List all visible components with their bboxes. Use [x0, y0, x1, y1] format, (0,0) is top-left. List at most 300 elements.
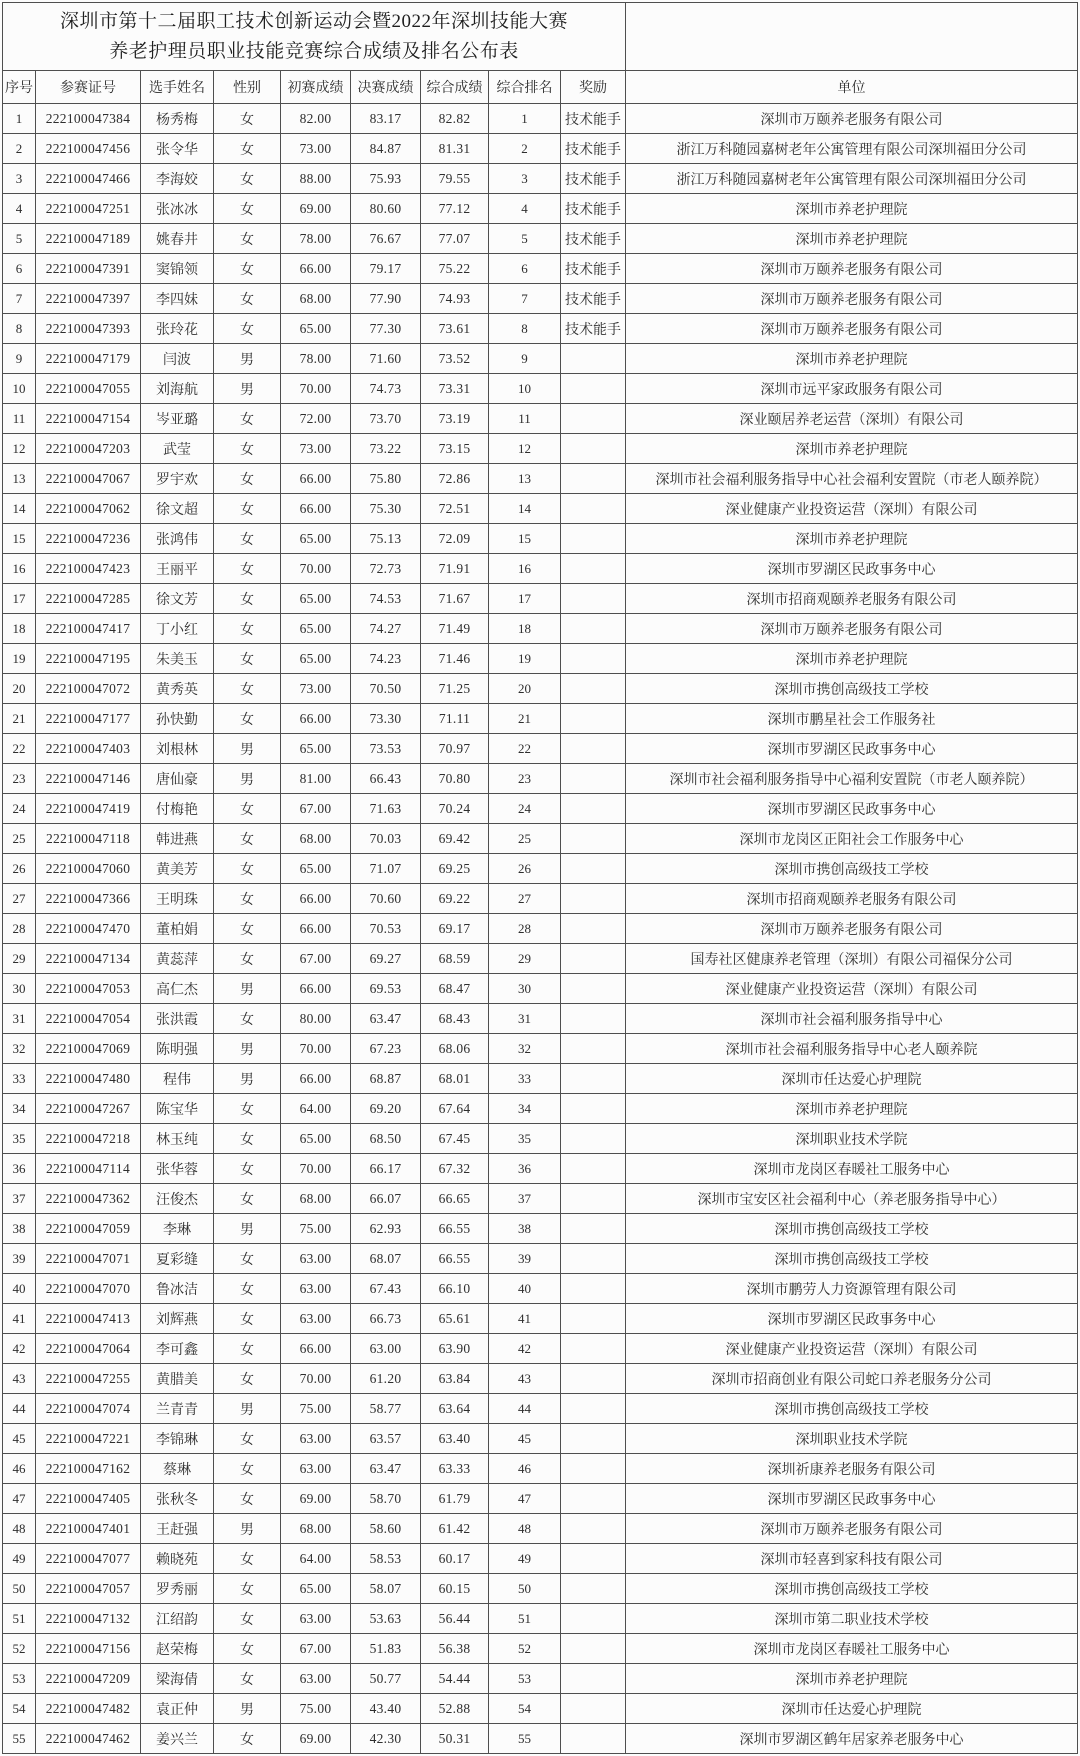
cell-overall-score: 71.67 — [421, 584, 489, 614]
cell-name: 黄腊美 — [141, 1364, 214, 1394]
cell-gender: 女 — [214, 914, 281, 944]
cell-overall-score: 66.10 — [421, 1274, 489, 1304]
cell-organization: 深圳市携创高级技工学校 — [626, 854, 1078, 884]
cell-overall-score: 68.06 — [421, 1034, 489, 1064]
cell-organization: 深圳市社会福利服务指导中心社会福利安置院（市老人颐养院） — [626, 464, 1078, 494]
cell-gender: 男 — [214, 764, 281, 794]
cell-overall-rank: 20 — [489, 674, 561, 704]
cell-final-score: 77.90 — [351, 284, 421, 314]
cell-index: 37 — [3, 1184, 36, 1214]
cell-organization: 深圳祈康养老服务有限公司 — [626, 1454, 1078, 1484]
cell-organization: 深圳市养老护理院 — [626, 1094, 1078, 1124]
cell-gender: 女 — [214, 944, 281, 974]
cell-preliminary-score: 88.00 — [281, 164, 351, 194]
table-row — [3, 1094, 1078, 1124]
cell-organization: 深圳市携创高级技工学校 — [626, 1574, 1078, 1604]
cell-preliminary-score: 65.00 — [281, 854, 351, 884]
cell-entry-id: 222100047132 — [36, 1604, 141, 1634]
cell-gender: 女 — [214, 134, 281, 164]
cell-overall-rank: 51 — [489, 1604, 561, 1634]
cell-overall-score: 72.86 — [421, 464, 489, 494]
cell-overall-score: 70.97 — [421, 734, 489, 764]
table-row — [3, 374, 1078, 404]
cell-entry-id: 222100047482 — [36, 1694, 141, 1724]
table-row — [3, 194, 1078, 224]
table-row — [3, 1454, 1078, 1484]
cell-entry-id: 222100047462 — [36, 1724, 141, 1754]
cell-overall-score: 71.11 — [421, 704, 489, 734]
cell-award — [561, 494, 626, 524]
cell-award — [561, 1124, 626, 1154]
table-row — [3, 1304, 1078, 1334]
cell-name: 韩进燕 — [141, 824, 214, 854]
cell-entry-id: 222100047466 — [36, 164, 141, 194]
cell-overall-score: 66.55 — [421, 1244, 489, 1274]
cell-overall-rank: 39 — [489, 1244, 561, 1274]
cell-organization: 深圳市轻喜到家科技有限公司 — [626, 1544, 1078, 1574]
cell-organization: 深圳市万颐养老服务有限公司 — [626, 614, 1078, 644]
cell-overall-score: 67.45 — [421, 1124, 489, 1154]
table-row — [3, 494, 1078, 524]
cell-final-score: 76.67 — [351, 224, 421, 254]
cell-award — [561, 1094, 626, 1124]
table-row — [3, 824, 1078, 854]
table-row — [3, 794, 1078, 824]
cell-organization: 深圳市万颐养老服务有限公司 — [626, 914, 1078, 944]
cell-gender: 女 — [214, 434, 281, 464]
cell-organization: 深圳市鹏星社会工作服务社 — [626, 704, 1078, 734]
cell-name: 刘根林 — [141, 734, 214, 764]
cell-final-score: 74.73 — [351, 374, 421, 404]
cell-gender: 女 — [214, 254, 281, 284]
cell-final-score: 69.20 — [351, 1094, 421, 1124]
cell-gender: 男 — [214, 1064, 281, 1094]
cell-preliminary-score: 66.00 — [281, 254, 351, 284]
cell-organization: 深圳市罗湖区民政事务中心 — [626, 794, 1078, 824]
table-row — [3, 914, 1078, 944]
cell-name: 梁海倩 — [141, 1664, 214, 1694]
cell-name: 黄蕊萍 — [141, 944, 214, 974]
cell-preliminary-score: 63.00 — [281, 1274, 351, 1304]
cell-final-score: 58.60 — [351, 1514, 421, 1544]
cell-preliminary-score: 68.00 — [281, 284, 351, 314]
table-row — [3, 1724, 1078, 1754]
table-row — [3, 1424, 1078, 1454]
cell-index: 33 — [3, 1064, 36, 1094]
cell-name: 陈宝华 — [141, 1094, 214, 1124]
cell-overall-rank: 6 — [489, 254, 561, 284]
cell-final-score: 77.30 — [351, 314, 421, 344]
cell-overall-rank: 7 — [489, 284, 561, 314]
cell-entry-id: 222100047384 — [36, 104, 141, 134]
cell-index: 34 — [3, 1094, 36, 1124]
table-row — [3, 1394, 1078, 1424]
cell-award — [561, 674, 626, 704]
cell-index: 36 — [3, 1154, 36, 1184]
cell-overall-score: 56.38 — [421, 1634, 489, 1664]
cell-name: 蔡琳 — [141, 1454, 214, 1484]
cell-preliminary-score: 80.00 — [281, 1004, 351, 1034]
cell-organization: 深圳市养老护理院 — [626, 524, 1078, 554]
cell-organization: 深业健康产业投资运营（深圳）有限公司 — [626, 974, 1078, 1004]
cell-organization: 浙江万科随园嘉树老年公寓管理有限公司深圳福田分公司 — [626, 164, 1078, 194]
cell-award — [561, 464, 626, 494]
cell-index: 39 — [3, 1244, 36, 1274]
table-row — [3, 644, 1078, 674]
cell-gender: 女 — [214, 1604, 281, 1634]
cell-final-score: 69.53 — [351, 974, 421, 1004]
cell-organization: 深圳市携创高级技工学校 — [626, 1214, 1078, 1244]
cell-gender: 女 — [214, 1574, 281, 1604]
cell-award: 技术能手 — [561, 134, 626, 164]
cell-index: 55 — [3, 1724, 36, 1754]
cell-index: 51 — [3, 1604, 36, 1634]
table-row — [3, 1694, 1078, 1724]
cell-index: 16 — [3, 554, 36, 584]
cell-index: 8 — [3, 314, 36, 344]
cell-overall-score: 54.44 — [421, 1664, 489, 1694]
cell-award — [561, 1274, 626, 1304]
cell-organization: 深圳市龙岗区春暖社工服务中心 — [626, 1634, 1078, 1664]
cell-preliminary-score: 67.00 — [281, 1634, 351, 1664]
cell-final-score: 63.00 — [351, 1334, 421, 1364]
cell-preliminary-score: 70.00 — [281, 1034, 351, 1064]
cell-overall-rank: 25 — [489, 824, 561, 854]
cell-preliminary-score: 66.00 — [281, 704, 351, 734]
cell-entry-id: 222100047251 — [36, 194, 141, 224]
cell-entry-id: 222100047419 — [36, 794, 141, 824]
cell-final-score: 70.03 — [351, 824, 421, 854]
cell-index: 10 — [3, 374, 36, 404]
table-row — [3, 134, 1078, 164]
cell-entry-id: 222100047070 — [36, 1274, 141, 1304]
cell-entry-id: 222100047480 — [36, 1064, 141, 1094]
col-header-index: 序号 — [3, 71, 36, 104]
cell-entry-id: 222100047053 — [36, 974, 141, 1004]
cell-index: 26 — [3, 854, 36, 884]
cell-index: 41 — [3, 1304, 36, 1334]
cell-overall-rank: 35 — [489, 1124, 561, 1154]
col-header-award: 奖励 — [561, 71, 626, 104]
table-row — [3, 1574, 1078, 1604]
cell-name: 徐文超 — [141, 494, 214, 524]
cell-final-score: 66.73 — [351, 1304, 421, 1334]
cell-gender: 女 — [214, 314, 281, 344]
cell-gender: 女 — [214, 494, 281, 524]
cell-overall-score: 77.07 — [421, 224, 489, 254]
cell-name: 李琳 — [141, 1214, 214, 1244]
cell-name: 孙快勤 — [141, 704, 214, 734]
cell-organization: 深圳市罗湖区民政事务中心 — [626, 554, 1078, 584]
cell-name: 李海姣 — [141, 164, 214, 194]
cell-overall-score: 79.55 — [421, 164, 489, 194]
cell-overall-rank: 9 — [489, 344, 561, 374]
cell-name: 姜兴兰 — [141, 1724, 214, 1754]
cell-overall-rank: 13 — [489, 464, 561, 494]
cell-organization: 深圳市罗湖区民政事务中心 — [626, 1484, 1078, 1514]
cell-award — [561, 404, 626, 434]
cell-overall-score: 50.31 — [421, 1724, 489, 1754]
cell-overall-score: 66.65 — [421, 1184, 489, 1214]
cell-entry-id: 222100047456 — [36, 134, 141, 164]
table-row — [3, 1544, 1078, 1574]
cell-entry-id: 222100047179 — [36, 344, 141, 374]
cell-overall-rank: 38 — [489, 1214, 561, 1244]
cell-name: 黄秀英 — [141, 674, 214, 704]
cell-final-score: 70.53 — [351, 914, 421, 944]
cell-preliminary-score: 67.00 — [281, 794, 351, 824]
cell-name: 袁正仲 — [141, 1694, 214, 1724]
table-row — [3, 1604, 1078, 1634]
cell-final-score: 74.23 — [351, 644, 421, 674]
cell-overall-rank: 5 — [489, 224, 561, 254]
cell-gender: 女 — [214, 1304, 281, 1334]
cell-entry-id: 222100047393 — [36, 314, 141, 344]
cell-organization: 深圳市招商观颐养老服务有限公司 — [626, 584, 1078, 614]
cell-name: 姚春井 — [141, 224, 214, 254]
cell-gender: 女 — [214, 464, 281, 494]
cell-overall-score: 69.17 — [421, 914, 489, 944]
cell-overall-rank: 41 — [489, 1304, 561, 1334]
cell-overall-rank: 44 — [489, 1394, 561, 1424]
cell-gender: 女 — [214, 164, 281, 194]
cell-index: 4 — [3, 194, 36, 224]
cell-entry-id: 222100047114 — [36, 1154, 141, 1184]
cell-final-score: 69.27 — [351, 944, 421, 974]
cell-entry-id: 222100047057 — [36, 1574, 141, 1604]
cell-final-score: 84.87 — [351, 134, 421, 164]
cell-award — [561, 914, 626, 944]
cell-final-score: 73.53 — [351, 734, 421, 764]
cell-index: 2 — [3, 134, 36, 164]
cell-overall-score: 71.46 — [421, 644, 489, 674]
title-row — [3, 3, 1078, 71]
cell-index: 3 — [3, 164, 36, 194]
cell-organization: 深业颐居养老运营（深圳）有限公司 — [626, 404, 1078, 434]
cell-final-score: 43.40 — [351, 1694, 421, 1724]
cell-overall-score: 63.40 — [421, 1424, 489, 1454]
table-row — [3, 1214, 1078, 1244]
cell-preliminary-score: 75.00 — [281, 1694, 351, 1724]
cell-overall-score: 67.64 — [421, 1094, 489, 1124]
cell-preliminary-score: 63.00 — [281, 1424, 351, 1454]
cell-overall-rank: 42 — [489, 1334, 561, 1364]
cell-organization: 深圳市万颐养老服务有限公司 — [626, 254, 1078, 284]
cell-name: 赖晓苑 — [141, 1544, 214, 1574]
cell-index: 24 — [3, 794, 36, 824]
cell-award — [561, 344, 626, 374]
cell-overall-score: 73.31 — [421, 374, 489, 404]
cell-index: 18 — [3, 614, 36, 644]
cell-preliminary-score: 65.00 — [281, 584, 351, 614]
table-row — [3, 1334, 1078, 1364]
cell-overall-score: 66.55 — [421, 1214, 489, 1244]
cell-entry-id: 222100047118 — [36, 824, 141, 854]
cell-entry-id: 222100047218 — [36, 1124, 141, 1154]
cell-entry-id: 222100047209 — [36, 1664, 141, 1694]
title-line-1: 深圳市第十二届职工技术创新运动会暨2022年深圳技能大赛 — [60, 11, 569, 33]
col-header-preliminary-score: 初赛成绩 — [281, 71, 351, 104]
table-row — [3, 314, 1078, 344]
results-table — [2, 2, 1078, 1754]
cell-award — [561, 1604, 626, 1634]
cell-organization: 深圳市养老护理院 — [626, 1664, 1078, 1694]
cell-name: 罗宇欢 — [141, 464, 214, 494]
cell-index: 54 — [3, 1694, 36, 1724]
cell-name: 刘海航 — [141, 374, 214, 404]
cell-award: 技术能手 — [561, 224, 626, 254]
cell-organization: 深圳市罗湖区鹤年居家养老服务中心 — [626, 1724, 1078, 1754]
table-row — [3, 1034, 1078, 1064]
cell-organization: 深圳职业技术学院 — [626, 1424, 1078, 1454]
table-row — [3, 1244, 1078, 1274]
cell-overall-score: 63.90 — [421, 1334, 489, 1364]
cell-final-score: 67.23 — [351, 1034, 421, 1064]
cell-name: 杨秀梅 — [141, 104, 214, 134]
col-header-gender: 性别 — [214, 71, 281, 104]
cell-index: 6 — [3, 254, 36, 284]
cell-organization: 深圳市社会福利服务指导中心 — [626, 1004, 1078, 1034]
cell-name: 王丽平 — [141, 554, 214, 584]
page-title — [3, 3, 626, 71]
cell-entry-id: 222100047391 — [36, 254, 141, 284]
cell-gender: 女 — [214, 224, 281, 254]
title-empty-cell — [626, 3, 1078, 71]
cell-overall-score: 73.52 — [421, 344, 489, 374]
cell-gender: 男 — [214, 1034, 281, 1064]
cell-organization: 深圳市宝安区社会福利中心（养老服务指导中心） — [626, 1184, 1078, 1214]
col-header-overall-rank: 综合排名 — [489, 71, 561, 104]
cell-final-score: 51.83 — [351, 1634, 421, 1664]
cell-index: 53 — [3, 1664, 36, 1694]
cell-index: 27 — [3, 884, 36, 914]
cell-index: 23 — [3, 764, 36, 794]
cell-organization: 深圳市龙岗区春暖社工服务中心 — [626, 1154, 1078, 1184]
table-row — [3, 1364, 1078, 1394]
cell-final-score: 66.43 — [351, 764, 421, 794]
table-row — [3, 1514, 1078, 1544]
cell-name: 武莹 — [141, 434, 214, 464]
cell-overall-score: 71.25 — [421, 674, 489, 704]
cell-final-score: 67.43 — [351, 1274, 421, 1304]
cell-name: 岑亚璐 — [141, 404, 214, 434]
cell-overall-rank: 46 — [489, 1454, 561, 1484]
cell-overall-score: 69.42 — [421, 824, 489, 854]
cell-organization: 深圳市鹏劳人力资源管理有限公司 — [626, 1274, 1078, 1304]
cell-overall-rank: 49 — [489, 1544, 561, 1574]
cell-name: 闫波 — [141, 344, 214, 374]
cell-overall-score: 73.19 — [421, 404, 489, 434]
cell-award — [561, 1664, 626, 1694]
cell-preliminary-score: 66.00 — [281, 1334, 351, 1364]
cell-entry-id: 222100047069 — [36, 1034, 141, 1064]
cell-overall-rank: 32 — [489, 1034, 561, 1064]
cell-gender: 男 — [214, 734, 281, 764]
cell-organization: 深圳市罗湖区民政事务中心 — [626, 734, 1078, 764]
table-row — [3, 884, 1078, 914]
table-row — [3, 974, 1078, 1004]
cell-award — [561, 1364, 626, 1394]
cell-final-score: 79.17 — [351, 254, 421, 284]
cell-award — [561, 854, 626, 884]
cell-award — [561, 1454, 626, 1484]
cell-award — [561, 824, 626, 854]
cell-award — [561, 1394, 626, 1424]
cell-name: 林玉纯 — [141, 1124, 214, 1154]
cell-award: 技术能手 — [561, 284, 626, 314]
cell-organization: 深圳市万颐养老服务有限公司 — [626, 314, 1078, 344]
cell-entry-id: 222100047236 — [36, 524, 141, 554]
cell-preliminary-score: 75.00 — [281, 1394, 351, 1424]
cell-entry-id: 222100047154 — [36, 404, 141, 434]
cell-award — [561, 1544, 626, 1574]
cell-overall-score: 75.22 — [421, 254, 489, 284]
cell-organization: 深圳市远平家政服务有限公司 — [626, 374, 1078, 404]
cell-award — [561, 704, 626, 734]
cell-overall-score: 71.91 — [421, 554, 489, 584]
cell-preliminary-score: 65.00 — [281, 314, 351, 344]
cell-overall-rank: 23 — [489, 764, 561, 794]
cell-preliminary-score: 73.00 — [281, 434, 351, 464]
table-row — [3, 434, 1078, 464]
cell-final-score: 73.70 — [351, 404, 421, 434]
cell-index: 25 — [3, 824, 36, 854]
cell-entry-id: 222100047397 — [36, 284, 141, 314]
cell-organization: 深圳市携创高级技工学校 — [626, 1394, 1078, 1424]
cell-overall-score: 52.88 — [421, 1694, 489, 1724]
cell-gender: 女 — [214, 1724, 281, 1754]
cell-overall-rank: 22 — [489, 734, 561, 764]
cell-award — [561, 554, 626, 584]
cell-entry-id: 222100047285 — [36, 584, 141, 614]
cell-entry-id: 222100047413 — [36, 1304, 141, 1334]
table-row — [3, 1634, 1078, 1664]
cell-award — [561, 644, 626, 674]
cell-gender: 女 — [214, 1454, 281, 1484]
cell-index: 50 — [3, 1574, 36, 1604]
cell-index: 5 — [3, 224, 36, 254]
cell-entry-id: 222100047062 — [36, 494, 141, 524]
cell-final-score: 63.47 — [351, 1004, 421, 1034]
cell-entry-id: 222100047054 — [36, 1004, 141, 1034]
cell-index: 1 — [3, 104, 36, 134]
cell-overall-score: 67.32 — [421, 1154, 489, 1184]
cell-preliminary-score: 64.00 — [281, 1094, 351, 1124]
cell-overall-score: 63.84 — [421, 1364, 489, 1394]
title-line-2: 养老护理员职业技能竞赛综合成绩及排名公布表 — [109, 40, 519, 62]
cell-index: 32 — [3, 1034, 36, 1064]
cell-preliminary-score: 66.00 — [281, 494, 351, 524]
cell-final-score: 83.17 — [351, 104, 421, 134]
cell-organization: 深圳市万颐养老服务有限公司 — [626, 284, 1078, 314]
cell-overall-rank: 33 — [489, 1064, 561, 1094]
cell-name: 董柏娟 — [141, 914, 214, 944]
cell-overall-rank: 47 — [489, 1484, 561, 1514]
cell-preliminary-score: 65.00 — [281, 524, 351, 554]
cell-overall-score: 70.80 — [421, 764, 489, 794]
cell-overall-rank: 48 — [489, 1514, 561, 1544]
table-row — [3, 1154, 1078, 1184]
col-header-final-score: 决赛成绩 — [351, 71, 421, 104]
cell-overall-rank: 4 — [489, 194, 561, 224]
cell-preliminary-score: 67.00 — [281, 944, 351, 974]
cell-gender: 女 — [214, 644, 281, 674]
col-header-organization: 单位 — [626, 71, 1078, 104]
cell-gender: 女 — [214, 824, 281, 854]
cell-name: 兰青青 — [141, 1394, 214, 1424]
cell-final-score: 68.87 — [351, 1064, 421, 1094]
cell-entry-id: 222100047203 — [36, 434, 141, 464]
